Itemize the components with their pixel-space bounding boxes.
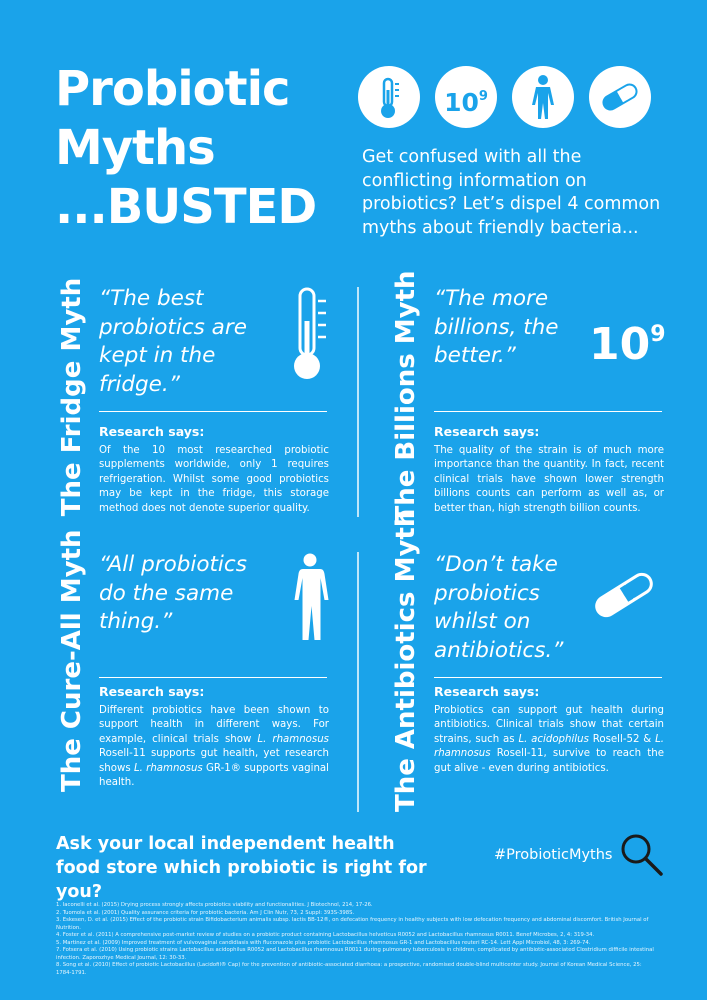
billions-big-number: $10^9$ bbox=[589, 319, 666, 370]
capsule-icon bbox=[589, 66, 651, 128]
quote-antibiotics: “Don’t take probiotics whilst on antibiotics.” bbox=[434, 552, 564, 663]
research-body-fridge: Of the 10 most researched probiotic supplements worldwide, only 1 requires refrigeration. Whilst some good probiotics may be kept in the fridge, this storage method does not denote superior quality. bbox=[99, 445, 329, 514]
myth-label-billions: The Billions Myth bbox=[391, 270, 421, 524]
divider-top bbox=[357, 287, 359, 517]
reference-item: 8. Song et al. (2010) Effect of probiotic Lactobacillus (Lacidofil® Cap) for the prevention of antibiotic-associated diarrhoea: a prospective, randomised double-blind multicenter study. Journal of Korean Medical Science, 25: 1784-1791. bbox=[56, 962, 642, 976]
title-line-1: Probiotic bbox=[55, 61, 290, 117]
intro-text: Get confused with all the conflicting information on probiotics? Let’s dispel 4 common myths about friendly bacteria... bbox=[362, 147, 661, 238]
magnifier-icon bbox=[617, 830, 665, 878]
reference-item: 2. Tuomola et al. (2001) Quality assurance criteria for probiotic bacteria. Am J Clin Nutr, 73, 2 Suppl: 393S-398S. bbox=[56, 909, 355, 916]
rule-fridge bbox=[99, 411, 327, 412]
myth-label-antibiotics: The Antibiotics Myth bbox=[391, 508, 421, 812]
research-body-billions: The quality of the strain is of much more importance than the quantity. In fact, recent clinical trials have shown lower strength billions counts can perform as well as, or better than, high strength billion counts. bbox=[434, 445, 664, 514]
research-title-billions: Research says: bbox=[434, 424, 540, 439]
references bbox=[56, 902, 656, 977]
reference-item: 5. Martinez et al. (2009) Improved treatment of vulvovaginal candidiasis with fluconazole plus probiotic Lactobacillus rhamnosus GR-1 and Lactobacillus reuteri RC-14. Lett Appl Microbiol, 48, 3: 269-74. bbox=[56, 939, 591, 946]
rule-billions bbox=[434, 411, 662, 412]
reference-item: 1. Iaconelli et al. (2015) Drying process strongly affects probiotics viability and functionalities. J Biotechnol, 214, 17-26. bbox=[56, 902, 373, 908]
title-line-2: Myths bbox=[55, 120, 215, 176]
research-body-antibiotics: Probiotics can support gut health during antibiotics. Clinical trials show that certain strains, such as L. acidophilus Rosell-52 & L. rhamnosus Rosell-11, survive to reach the gut alive - even during antibiotics. bbox=[434, 705, 664, 774]
hashtag: #ProbioticMyths bbox=[494, 847, 613, 863]
quote-cureall: “All probiotics do the same thing.” bbox=[99, 552, 247, 634]
rule-antibiotics bbox=[434, 677, 662, 678]
research-title-fridge: Research says: bbox=[99, 424, 205, 439]
capsule-icon bbox=[588, 567, 660, 623]
call-to-action: Ask your local independent health food store which probiotic is right for you? bbox=[56, 834, 427, 902]
page-title bbox=[55, 60, 316, 237]
reference-item: 3. Eskesen, D. et al. (2015) Effect of the probiotic strain Bifidobacterium animalis subsp. lactis BB-12®, on defecation frequency in healthy subjects with low defecation frequency and abdominal discomfort. British Journal of Nutrition. bbox=[56, 917, 649, 931]
research-body-cureall: Different probiotics have been shown to support health in different ways. For example, clinical trials show L. rhamnosus Rosell-11 supports gut health, yet research shows L. rhamnosus GR-1® supports vaginal health. bbox=[99, 705, 329, 789]
reference-item: 7. Fotsera et al. (2010) Using probiotic strains Lactobacillus acidophilus R0052 and Lactobacillus rhamnosus R0011 during pulmonary tuberculosis in children, complicated by antibiotic-associated Clostridium difficile intestinal infection. Zaporozhye Medical Journal, 12: 30-33. bbox=[56, 947, 654, 961]
myth-label-fridge: The Fridge Myth bbox=[57, 277, 87, 517]
thermometer-icon bbox=[290, 287, 334, 383]
quote-fridge: “The best probiotics are kept in the fridge.” bbox=[99, 286, 247, 397]
rule-cureall bbox=[99, 677, 327, 678]
human-body-icon bbox=[512, 66, 574, 128]
title-line-3: ...BUSTED bbox=[55, 179, 317, 235]
reference-item: 4. Foster et al. (2011) A comprehensive post-market review of studies on a probiotic product containing Lactobacillus helveticus R0052 and Lactobacillus rhamnosus R0011. Benef Microbes, 2, 4: 319-34. bbox=[56, 932, 595, 938]
quote-billions: “The more billions, the better.” bbox=[434, 286, 559, 368]
research-title-antibiotics: Research says: bbox=[434, 684, 540, 699]
research-title-cureall: Research says: bbox=[99, 684, 205, 699]
divider-bottom bbox=[357, 552, 359, 812]
human-body-icon bbox=[285, 553, 335, 645]
thermometer-icon bbox=[358, 66, 420, 128]
myth-label-cureall: The Cure-All Myth bbox=[57, 529, 87, 792]
billions-icon: $10^9$ bbox=[435, 66, 497, 128]
